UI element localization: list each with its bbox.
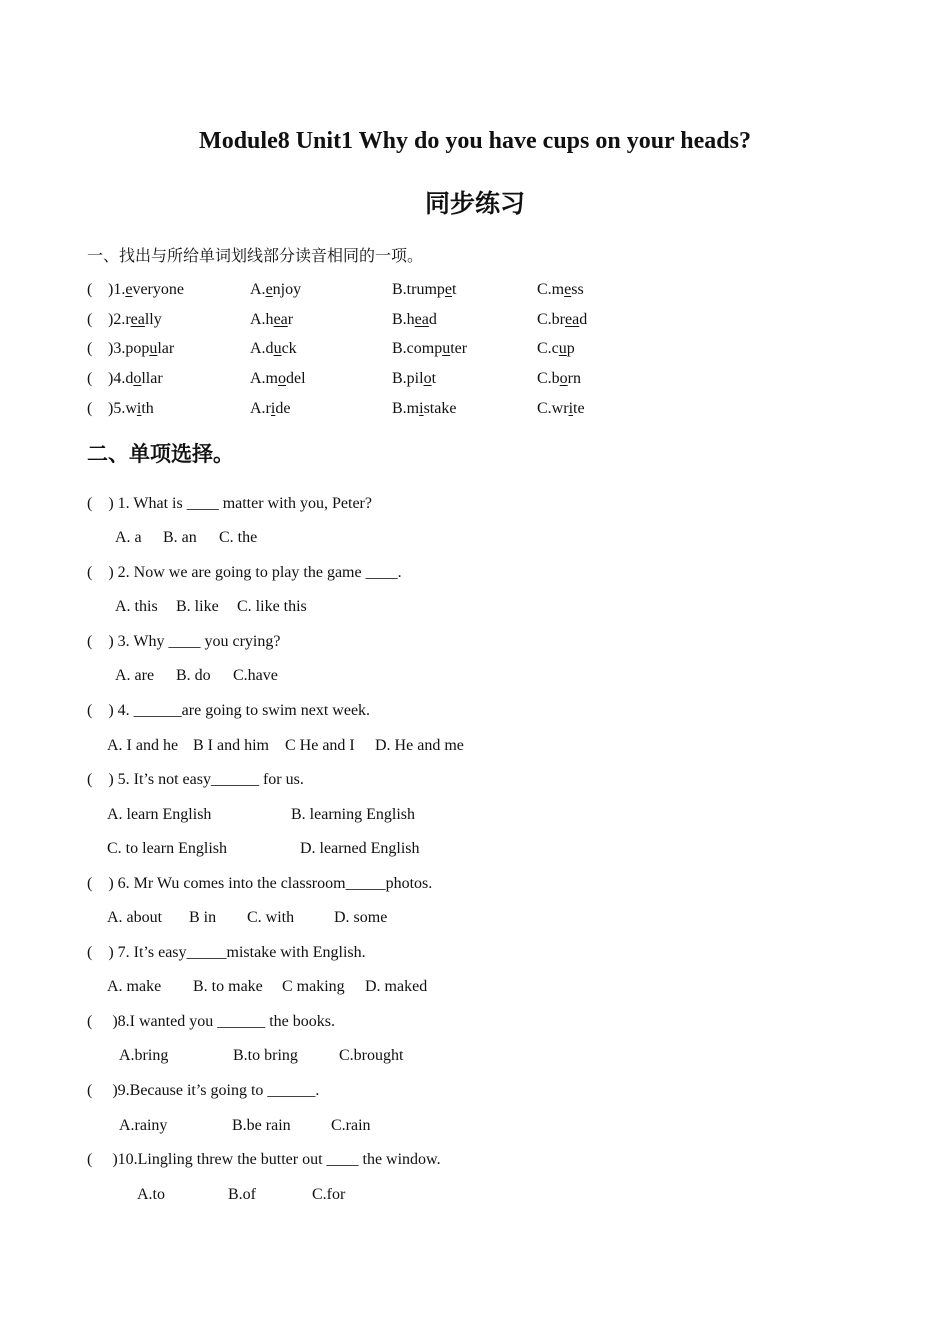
underlined-letters: ea	[273, 311, 288, 328]
underlined-letters: i	[136, 400, 142, 417]
answer-option-c[interactable]: C.brought	[339, 1047, 404, 1064]
option-a	[250, 368, 306, 390]
answer-blank[interactable]: (	[87, 400, 93, 417]
answer-option-b[interactable]: B. to make	[193, 978, 263, 995]
word-part: de	[275, 400, 291, 417]
item-word	[108, 398, 154, 420]
underlined-letters: u	[442, 340, 451, 357]
option-b	[392, 398, 456, 420]
word-part: C.m	[537, 281, 565, 298]
word-part: te	[573, 400, 585, 417]
word-part: C.wr	[537, 400, 569, 417]
answer-option-d[interactable]: D. maked	[365, 978, 428, 995]
answer-option-b[interactable]: B.be rain	[232, 1117, 291, 1134]
answer-option-c[interactable]: C. like this	[237, 598, 307, 615]
answer-option-b[interactable]: B.to bring	[233, 1047, 298, 1064]
underlined-letters: i	[419, 400, 424, 417]
question-10-stem: ( )10.Lingling threw the butter out ____ the window.	[87, 1151, 441, 1168]
word-part: njoy	[272, 281, 302, 298]
answer-option-b[interactable]: B.of	[228, 1186, 256, 1203]
word-part: )2.r	[108, 311, 131, 328]
underlined-letters: o	[278, 370, 286, 387]
word-part: ss	[571, 281, 584, 298]
option-b	[392, 368, 436, 390]
word-part: d	[428, 311, 437, 328]
word-part: ck	[281, 340, 297, 357]
section2-heading: 二、单项选择。	[87, 442, 234, 466]
question-2-stem: ( ) 2. Now we are going to play the game ____.	[87, 564, 402, 581]
word-part: lly	[144, 311, 162, 328]
underlined-letters: e	[265, 281, 273, 298]
word-part: del	[286, 370, 306, 387]
question-4-stem: ( ) 4. ______are going to swim next week.	[87, 702, 371, 719]
underlined-letters: ea	[414, 311, 429, 328]
option-a	[250, 338, 297, 360]
answer-blank[interactable]: (	[87, 311, 93, 328]
answer-blank[interactable]: (	[87, 370, 93, 387]
answer-option-a[interactable]: A. I and he	[107, 737, 179, 754]
option-b	[392, 279, 456, 301]
word-part: A.m	[250, 370, 278, 387]
word-part: B.m	[392, 400, 420, 417]
word-part: A.d	[250, 340, 274, 357]
word-part: r	[287, 311, 294, 328]
answer-blank[interactable]: (	[87, 281, 93, 298]
answer-option-a[interactable]: A.bring	[119, 1047, 169, 1064]
answer-option-c[interactable]: C. with	[247, 909, 295, 926]
answer-option-a[interactable]: A. this	[115, 598, 158, 615]
option-c	[537, 279, 584, 301]
item-word	[108, 368, 163, 390]
word-part: A.	[250, 281, 266, 298]
word-part: ter	[450, 340, 468, 357]
word-part: )4.d	[108, 370, 134, 387]
underlined-letters: o	[559, 370, 568, 387]
word-part: B.comp	[392, 340, 443, 357]
option-b	[392, 338, 467, 360]
answer-option-c[interactable]: C.for	[312, 1186, 346, 1203]
option-a	[250, 309, 293, 331]
word-part: llar	[141, 370, 163, 387]
section1-heading: 一、找出与所给单词划线部分读音相同的一项。	[87, 246, 424, 265]
underlined-letters: e	[564, 281, 572, 298]
word-part: B.h	[392, 311, 415, 328]
underlined-letters: i	[270, 400, 276, 417]
answer-option-b[interactable]: B. learning English	[291, 806, 415, 823]
answer-option-a[interactable]: A.rainy	[119, 1117, 168, 1134]
word-part: t	[452, 281, 457, 298]
question-3-stem: ( ) 3. Why ____ you crying?	[87, 633, 281, 650]
answer-option-c[interactable]: C making	[282, 978, 345, 995]
option-c	[537, 338, 575, 360]
answer-option-b[interactable]: B. an	[163, 529, 197, 546]
answer-option-a[interactable]: A.to	[137, 1186, 165, 1203]
word-part: th	[141, 400, 154, 417]
answer-option-b[interactable]: B. like	[176, 598, 219, 615]
answer-option-d[interactable]: D. learned English	[300, 840, 420, 857]
underlined-letters: i	[568, 400, 574, 417]
answer-option-d[interactable]: D. some	[334, 909, 388, 926]
option-b	[392, 309, 437, 331]
answer-option-c[interactable]: C He and I	[285, 737, 355, 754]
underlined-letters: ea	[130, 311, 145, 328]
word-part: C.b	[537, 370, 560, 387]
word-part: rn	[567, 370, 581, 387]
word-part: A.h	[250, 311, 274, 328]
option-c	[537, 309, 587, 331]
word-part: C.br	[537, 311, 565, 328]
answer-option-b[interactable]: B in	[189, 909, 217, 926]
word-part: B.pil	[392, 370, 424, 387]
word-part: )3.pop	[108, 340, 150, 357]
question-6-stem: ( ) 6. Mr Wu comes into the classroom_____photos.	[87, 875, 433, 892]
underlined-letters: u	[558, 340, 567, 357]
word-part: A.r	[250, 400, 271, 417]
underlined-letters: e	[444, 281, 452, 298]
underlined-letters: e	[125, 281, 133, 298]
word-part: t	[431, 370, 437, 387]
word-part: d	[579, 311, 588, 328]
answer-option-b[interactable]: B. do	[176, 667, 211, 684]
underlined-letters: o	[423, 370, 432, 387]
word-part: )1.	[108, 281, 126, 298]
question-1-stem: ( ) 1. What is ____ matter with you, Peter?	[87, 495, 372, 512]
answer-option-b[interactable]: B I and him	[193, 737, 269, 754]
underlined-letters: o	[133, 370, 142, 387]
option-a	[250, 279, 301, 301]
option-c	[537, 398, 585, 420]
answer-option-a[interactable]: A. make	[107, 978, 162, 995]
word-part: )5.w	[108, 400, 137, 417]
answer-blank[interactable]: (	[87, 340, 93, 357]
item-word	[108, 309, 162, 331]
answer-option-c[interactable]: C.rain	[331, 1117, 371, 1134]
item-word	[108, 338, 174, 360]
answer-option-a[interactable]: A. a	[115, 529, 142, 546]
answer-option-c[interactable]: C.have	[233, 667, 278, 684]
answer-option-c[interactable]: C. to learn English	[107, 840, 227, 857]
answer-option-c[interactable]: C. the	[219, 529, 258, 546]
document-title: Module8 Unit1 Why do you have cups on your heads?	[199, 128, 751, 154]
document-subtitle: 同步练习	[424, 189, 525, 218]
underlined-letters: u	[149, 340, 158, 357]
underlined-letters: ea	[565, 311, 580, 328]
word-part: stake	[423, 400, 457, 417]
question-9-stem: ( )9.Because it’s going to ______.	[87, 1082, 320, 1099]
answer-option-d[interactable]: D. He and me	[375, 737, 464, 754]
word-part: p	[566, 340, 575, 357]
word-part: B.trump	[392, 281, 445, 298]
option-c	[537, 368, 581, 390]
answer-option-a[interactable]: A. about	[107, 909, 163, 926]
word-part: veryone	[132, 281, 184, 298]
question-8-stem: ( )8.I wanted you ______ the books.	[87, 1013, 335, 1030]
question-5-stem: ( ) 5. It’s not easy______ for us.	[87, 771, 304, 788]
item-word	[108, 279, 184, 301]
answer-option-a[interactable]: A. learn English	[107, 806, 212, 823]
answer-option-a[interactable]: A. are	[115, 667, 155, 684]
option-a	[250, 398, 290, 420]
underlined-letters: u	[273, 340, 282, 357]
question-7-stem: ( ) 7. It’s easy_____mistake with English.	[87, 944, 366, 961]
word-part: lar	[157, 340, 175, 357]
word-part: C.c	[537, 340, 559, 357]
